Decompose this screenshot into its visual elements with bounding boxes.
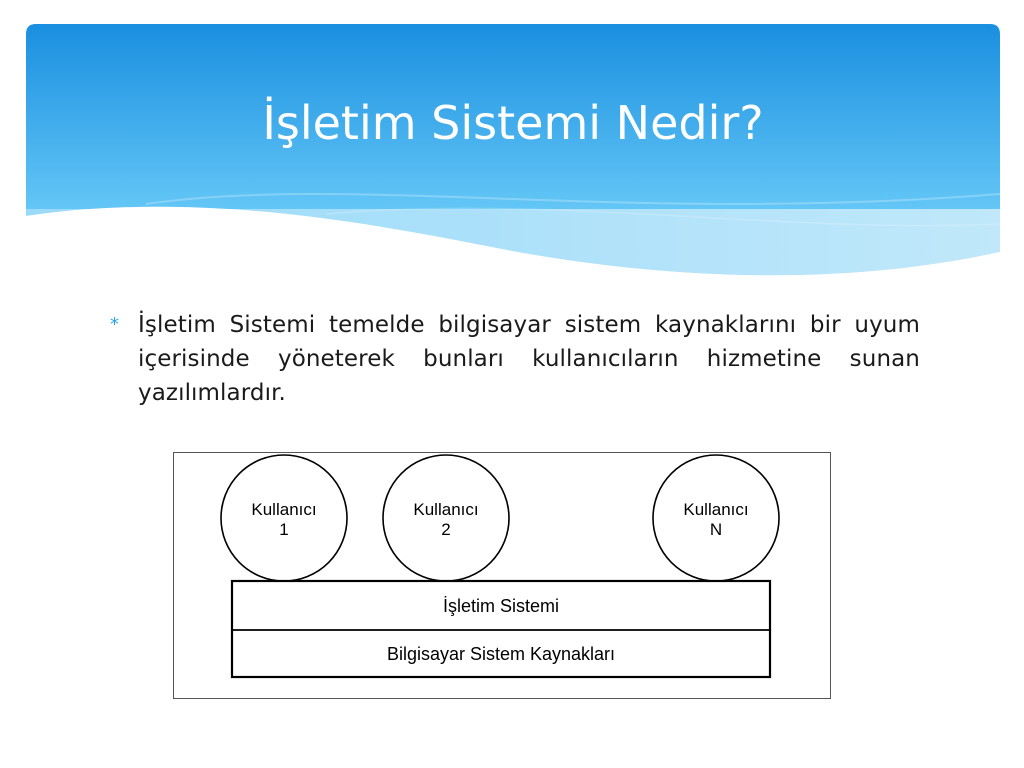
title-banner xyxy=(26,24,1000,286)
banner-background xyxy=(26,24,1000,286)
user-2-number: 2 xyxy=(441,520,451,539)
bullet-list xyxy=(110,308,920,410)
user-2-label: Kullanıcı xyxy=(413,500,479,519)
bullet-item xyxy=(110,308,920,410)
user-2-node xyxy=(383,455,509,581)
bullet-text: İşletim Sistemi temelde bilgisayar sistem kaynaklarını bir uyum içerisinde yöneterek bunları kullanıcıların hizmetine sunan yazılımlardır. xyxy=(138,312,920,406)
user-1-node xyxy=(221,455,347,581)
os-layer-label: İşletim Sistemi xyxy=(442,596,560,616)
slide-title: İşletim Sistemi Nedir? xyxy=(262,96,764,150)
os-diagram xyxy=(173,452,831,699)
user-n-node xyxy=(653,455,779,581)
asterisk-icon: * xyxy=(110,314,119,335)
resources-layer-label: Bilgisayar Sistem Kaynakları xyxy=(386,644,616,664)
user-1-number: 1 xyxy=(279,520,289,539)
os-diagram-figure xyxy=(174,453,830,698)
user-n-number: N xyxy=(709,520,723,539)
user-n-label: Kullanıcı xyxy=(683,500,749,519)
user-1-label: Kullanıcı xyxy=(251,500,317,519)
